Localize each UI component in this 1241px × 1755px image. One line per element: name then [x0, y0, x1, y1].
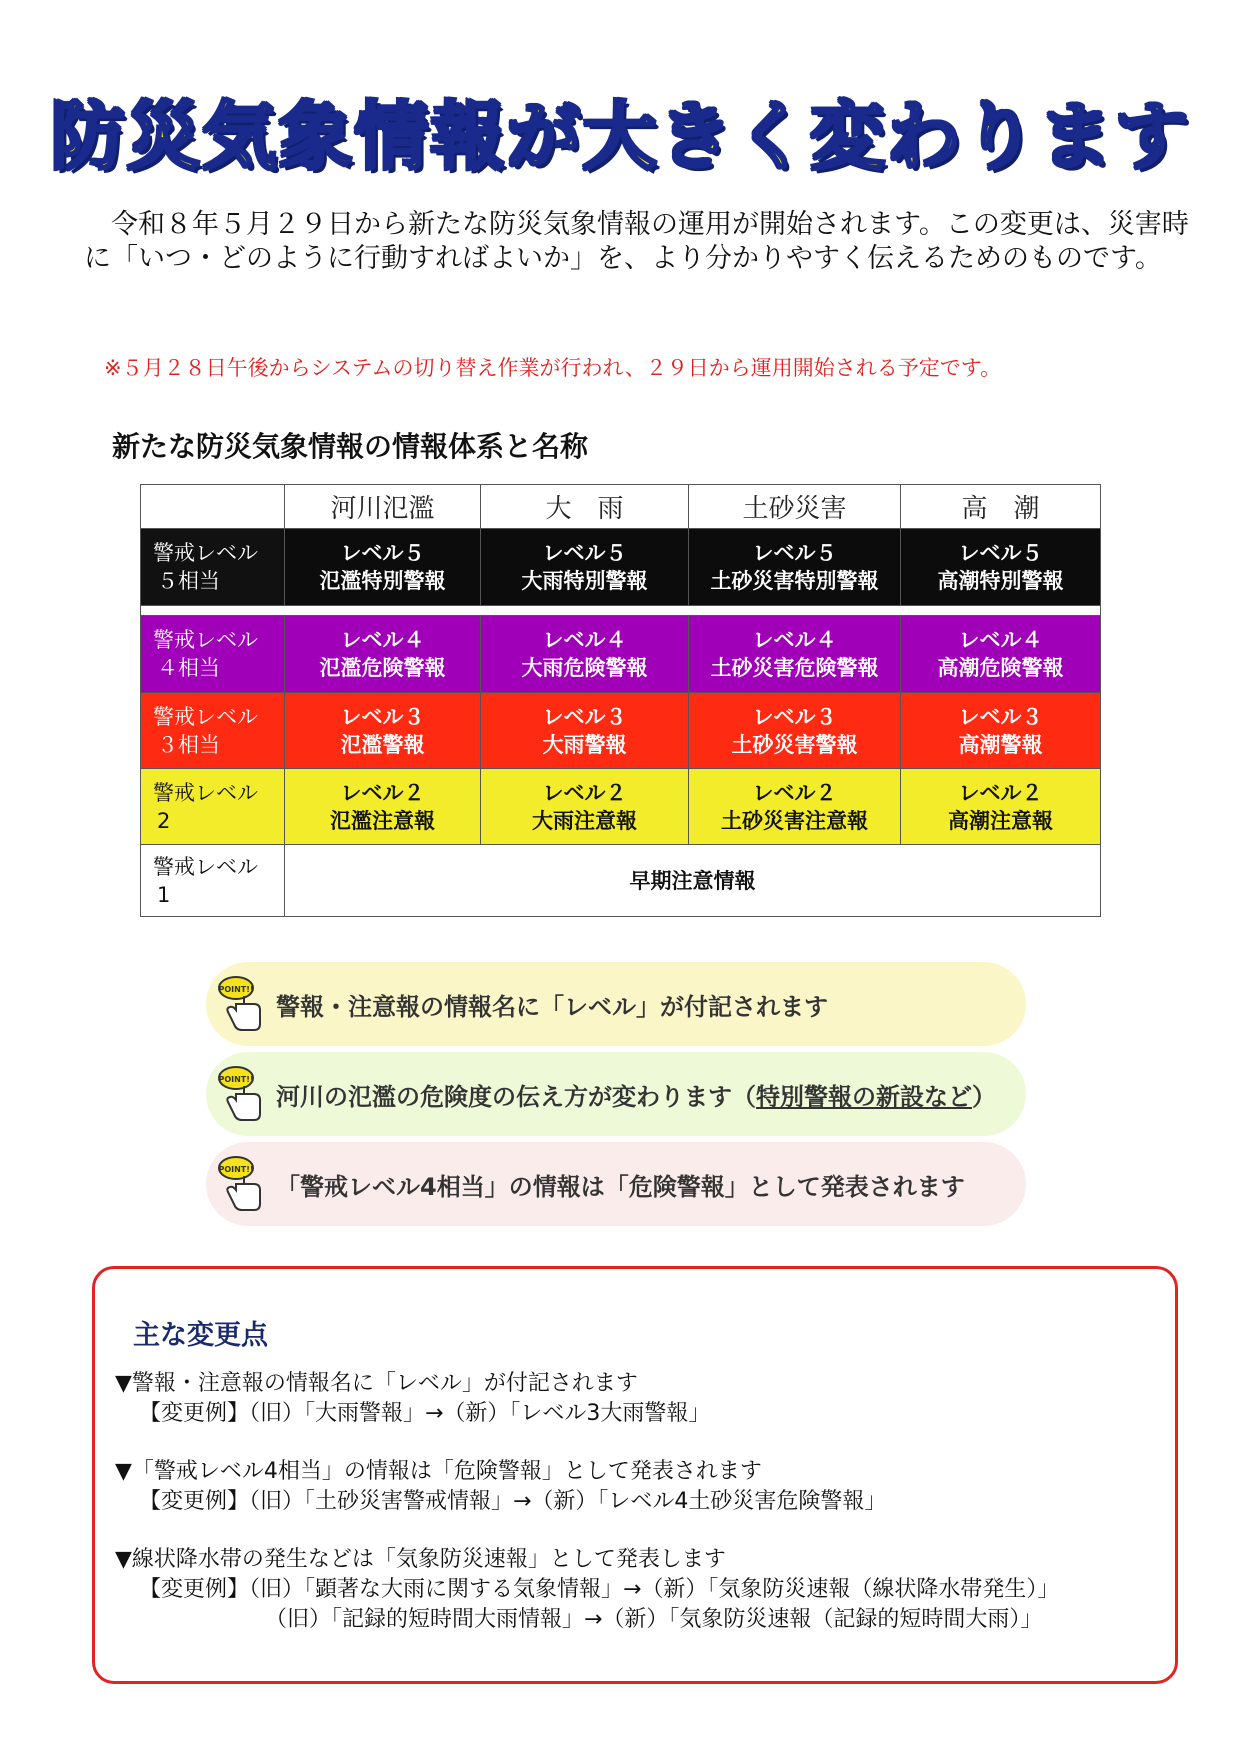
column-header: 大 雨 — [481, 485, 689, 529]
warning-level-table — [140, 484, 1100, 926]
table-cell: レベル５ 氾濫特別警報 — [285, 529, 481, 606]
change-item: ▼警報・注意報の情報名に「レベル」が付記されます 【変更例】（旧）「大雨警報」→（新）「レベル3大雨警報」 — [115, 1371, 711, 1426]
table-cell: レベル５ 土砂災害特別警報 — [689, 529, 901, 606]
point-text: 警報・注意報の情報名に「レベル」が付記されます — [276, 992, 828, 1021]
row-label: 警戒レベル ３相当 — [141, 693, 285, 769]
main-changes-box — [92, 1266, 1178, 1684]
table-gap-row — [141, 606, 1101, 616]
table-row-level1 — [141, 845, 1101, 917]
table-cell: レベル２ 土砂災害注意報 — [689, 769, 901, 845]
changes-body — [115, 1369, 1165, 1663]
svg-text:POINT!!: POINT!! — [218, 1075, 254, 1084]
row-label: 警戒レベル 1 — [141, 845, 285, 917]
table-row-level4 — [141, 616, 1101, 693]
table-cell: レベル３ 大雨警報 — [481, 693, 689, 769]
table-cell: レベル２ 氾濫注意報 — [285, 769, 481, 845]
table-header-row — [141, 485, 1101, 529]
special-warning-link-text: 特別警報の新設など — [756, 1082, 972, 1111]
point-banner — [206, 962, 1026, 1046]
table-cell: レベル４ 土砂災害危険警報 — [689, 616, 901, 693]
changes-title: 主な変更点 — [133, 1320, 268, 1351]
point-text: 河川の氾濫の危険度の伝え方が変わります（特別警報の新設など） — [276, 1082, 996, 1111]
table-row-level5 — [141, 529, 1101, 606]
schedule-note: ※５月２８日午後からシステムの切り替え作業が行われ、２９日から運用開始される予定です。 — [104, 356, 1002, 380]
intro-text — [84, 208, 1194, 276]
page-title: 防災気象情報が大きく変わります — [50, 94, 1191, 180]
table-cell: レベル３ 高潮警報 — [901, 693, 1101, 769]
table-row-level3 — [141, 693, 1101, 769]
table-cell: レベル４ 高潮危険警報 — [901, 616, 1101, 693]
pointing-hand-icon — [214, 974, 270, 1034]
table-cell: レベル３ 土砂災害警報 — [689, 693, 901, 769]
column-header: 土砂災害 — [689, 485, 901, 529]
intro-paragraph: 令和８年５月２９日から新たな防災気象情報の運用が開始されます。この変更は、災害時に「いつ・どのように行動すればよいか」を、より分かりやすく伝えるためのものです。 — [84, 209, 1189, 274]
table-cell: レベル４ 氾濫危険警報 — [285, 616, 481, 693]
row-label: 警戒レベル ５相当 — [141, 529, 285, 606]
table-cell: レベル５ 大雨特別警報 — [481, 529, 689, 606]
pointing-hand-icon — [214, 1154, 270, 1214]
section-heading: 新たな防災気象情報の情報体系と名称 — [112, 430, 589, 463]
corner-cell — [141, 485, 285, 529]
table-row-level2 — [141, 769, 1101, 845]
row-label: 警戒レベル ４相当 — [141, 616, 285, 693]
table-cell: レベル２ 大雨注意報 — [481, 769, 689, 845]
point-banner — [206, 1142, 1026, 1226]
change-item: ▼線状降水帯の発生などは「気象防災速報」として発表します 【変更例】（旧）「顕著な大雨に関する気象情報」→（新）「気象防災速報（線状降水帯発生）」 （旧）「記録的短時間大雨情報」→（新）「気象防災速報（記録的短時間大雨）」 — [115, 1547, 1060, 1632]
point-text: 「警戒レベル4相当」の情報は「危険警報」として発表されます — [276, 1172, 965, 1201]
pointing-hand-icon — [214, 1064, 270, 1124]
point-banner — [206, 1052, 1026, 1136]
change-item: ▼「警戒レベル4相当」の情報は「危険警報」として発表されます 【変更例】（旧）「土砂災害警戒情報」→（新）「レベル4土砂災害危険警報」 — [115, 1459, 887, 1514]
column-header: 高 潮 — [901, 485, 1101, 529]
svg-text:POINT!!: POINT!! — [218, 1165, 254, 1174]
table-cell: レベル３ 氾濫警報 — [285, 693, 481, 769]
svg-text:POINT!!: POINT!! — [218, 985, 254, 994]
table-cell: レベル５ 高潮特別警報 — [901, 529, 1101, 606]
table-cell: レベル４ 大雨危険警報 — [481, 616, 689, 693]
early-caution-cell: 早期注意情報 — [285, 845, 1101, 917]
row-label: 警戒レベル 2 — [141, 769, 285, 845]
levels-table — [140, 484, 1101, 917]
table-cell: レベル２ 高潮注意報 — [901, 769, 1101, 845]
column-header: 河川氾濫 — [285, 485, 481, 529]
